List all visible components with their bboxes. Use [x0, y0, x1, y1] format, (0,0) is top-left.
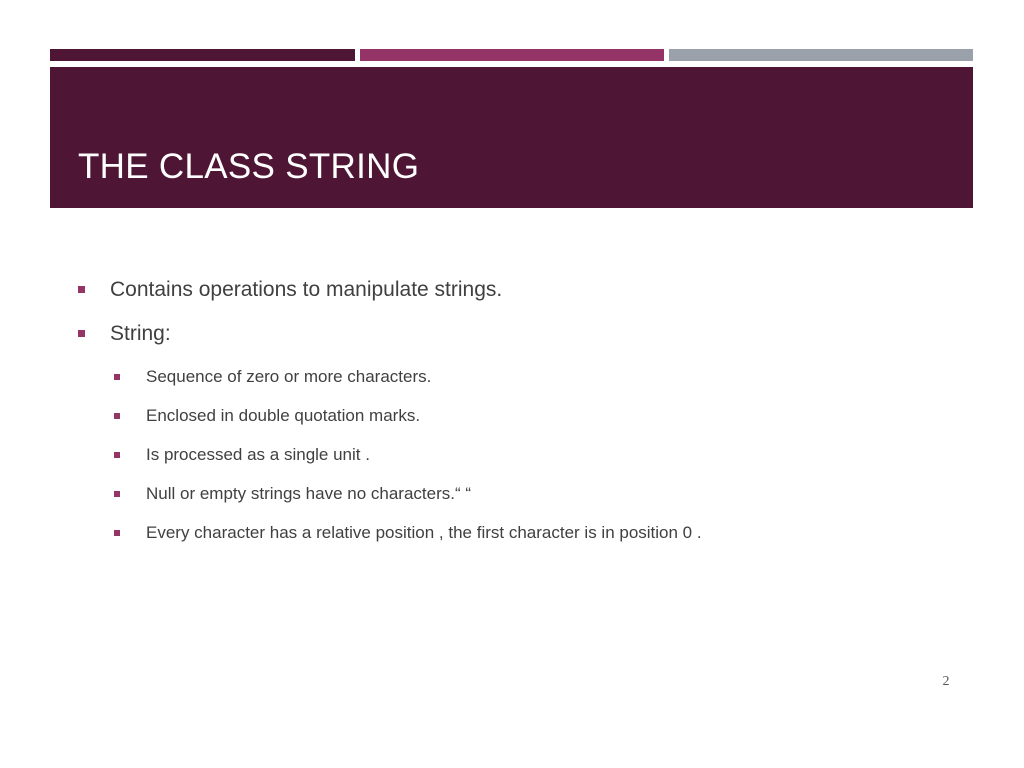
bullet-text: Enclosed in double quotation marks. [146, 406, 421, 425]
bullet-text: Is processed as a single unit . [146, 445, 370, 464]
square-bullet-icon [114, 530, 120, 536]
accent-bar-gray [669, 49, 973, 61]
sub-bullet-item [146, 405, 420, 427]
title-band [50, 67, 973, 208]
slide-number: 2 [942, 674, 950, 689]
sub-bullet-item [146, 522, 702, 544]
sub-bullet-item [146, 366, 431, 388]
bullet-text: Null or empty strings have no characters.“ “ [146, 484, 472, 503]
square-bullet-icon [114, 374, 120, 380]
bullet-text: Sequence of zero or more characters. [146, 367, 432, 386]
bullet-item [110, 277, 502, 303]
square-bullet-icon [114, 452, 120, 458]
accent-bar-magenta [360, 49, 664, 61]
bullet-text: Every character has a relative position , the first character is in position 0 . [146, 523, 702, 542]
square-bullet-icon [78, 286, 85, 293]
slide-title: THE CLASS STRING [78, 147, 420, 186]
accent-bar-dark [50, 49, 355, 61]
sub-bullet-item [146, 444, 370, 466]
bullet-text: String: [110, 322, 171, 345]
bullet-text: Contains operations to manipulate strings. [110, 278, 503, 301]
square-bullet-icon [114, 491, 120, 497]
sub-bullet-item [146, 483, 471, 505]
bullet-item [110, 321, 171, 347]
square-bullet-icon [114, 413, 120, 419]
square-bullet-icon [78, 330, 85, 337]
